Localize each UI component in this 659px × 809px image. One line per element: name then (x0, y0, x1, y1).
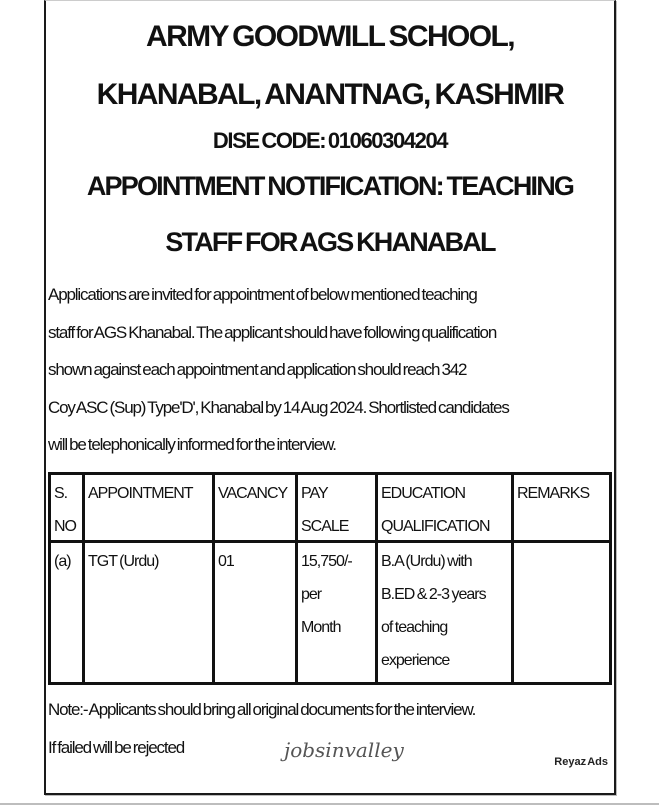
cell-qualification (378, 543, 514, 682)
cell-qualification-line: B.ED & 2-3 years (381, 585, 486, 603)
header-education-qualification (378, 475, 514, 543)
header-s-no-line1: S. (54, 484, 68, 502)
header-appointment-text: APPOINTMENT (88, 484, 193, 502)
cell-qualification-line: B.A (Urdu) with (381, 552, 472, 570)
school-name-line1: ARMY GOODWILL SCHOOL, (146, 20, 514, 53)
cell-pay-scale-line: 15,750/- (301, 552, 352, 570)
cell-s-no-text: (a) (54, 552, 71, 570)
header-education-line1: EDUCATION (381, 484, 466, 502)
dise-code: DISE CODE: 01060304204 (212, 128, 448, 153)
ad-credit: Reyaz Ads (554, 755, 608, 768)
cell-pay-scale (298, 543, 378, 682)
note-line2: If failed will be rejected (48, 737, 185, 757)
vacancy-table (48, 472, 612, 685)
header-pay-scale-line1: PAY (301, 484, 328, 502)
cell-remarks (514, 543, 609, 682)
body-line: shown against each appointment and application should reach 342 (48, 360, 467, 380)
body-line: staff for AGS Khanabal. The applicant should have following qualification (48, 322, 497, 342)
body-paragraph (48, 276, 612, 464)
body-line: Applications are invited for appointment of below mentioned teaching (48, 285, 477, 304)
header-pay-scale (298, 475, 378, 543)
note-line1: Note:- Applicants should bring all original documents for the interview. (48, 699, 476, 719)
notification-title-line1: APPOINTMENT NOTIFICATION: TEACHING (86, 171, 574, 201)
body-line: will be telephonically informed for the interview. (48, 435, 336, 455)
cell-s-no (51, 543, 85, 682)
cell-appointment-text: TGT (Urdu) (88, 552, 159, 570)
cell-pay-scale-line: Month (301, 618, 341, 636)
header-vacancy-text: VACANCY (218, 484, 288, 502)
notice-content (48, 0, 612, 767)
header-vacancy (215, 475, 298, 543)
cell-qualification-line: of teaching (381, 618, 448, 636)
cell-vacancy-text: 01 (218, 552, 234, 570)
cell-qualification-line: experience (381, 651, 450, 669)
cell-pay-scale-line: per (301, 585, 322, 603)
body-line: Coy ASC (Sup) Type'D', Khanabal by 14 Aug 2024. Shortlisted candidates (48, 397, 509, 417)
watermark: jobsinvalley (284, 737, 404, 762)
notification-title-line2: STAFF FOR AGS KHANABAL (165, 227, 495, 257)
header-education-line2: QUALIFICATION (381, 517, 490, 535)
school-name-line2: KHANABAL, ANANTNAG, KASHMIR (96, 78, 564, 111)
header-appointment (85, 475, 215, 543)
header-remarks-text: REMARKS (517, 484, 590, 502)
cell-appointment (85, 543, 215, 682)
header-s-no (51, 475, 85, 543)
header-pay-scale-line2: SCALE (301, 517, 349, 535)
header-s-no-line2: NO (54, 517, 76, 535)
bottom-rule (0, 803, 659, 805)
footer-note (48, 691, 612, 767)
note-signature-row (48, 729, 612, 767)
cell-vacancy (215, 543, 298, 682)
header-remarks (514, 475, 609, 543)
